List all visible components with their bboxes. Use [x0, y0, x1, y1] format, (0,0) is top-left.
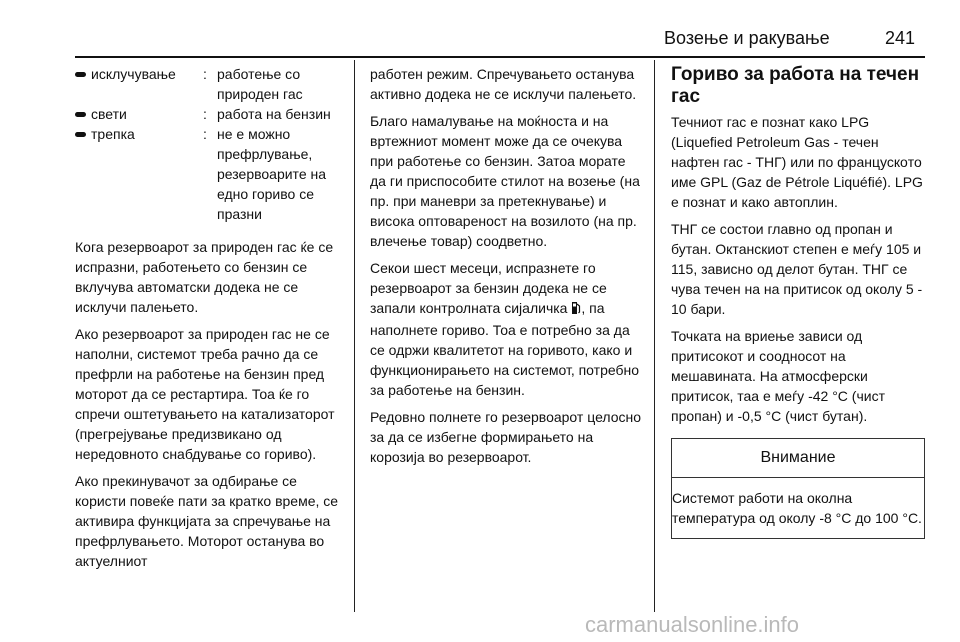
section-heading: Гориво за работа на течен гас [671, 64, 920, 107]
header-title: Возење и ракување [664, 28, 830, 48]
notice-body: Системот работи на околна температура од околу -8 °C до 100 °C. [672, 490, 922, 526]
column-divider-1 [354, 60, 355, 612]
list-definition: работа на бензин [217, 106, 331, 122]
column-2 [370, 64, 642, 474]
paragraph: Ако прекинувачот за одбирање се користи повеќе пати за кратко време, се активира функцијата за спречување на префрлувањето. Моторот останува во актуелниот [75, 473, 339, 569]
paragraph: Редовно полнете го резервоарот целосно за да се избегне формирањето на корозија во резервоарот. [370, 409, 642, 465]
paragraph-text: Секои шест месеци, испразнете го резервоарот за бензин додека не се запали контролната сијаличка [370, 260, 607, 316]
paragraph: Точката на вриење зависи од притисокот и соодносот на мешавината. На атмосферски притисок, таа е меѓу -42 °C (чист пропан) и -0,5 °C (чист бутан). [671, 328, 885, 424]
indicator-state-list [75, 64, 345, 224]
list-colon: : [203, 126, 207, 142]
paragraph: работен режим. Спречувањето останува активно додека не се исклучи палењето. [370, 66, 637, 102]
bullet-icon [75, 72, 86, 77]
paragraph: Ако резервоарот за природен гас не се наполни, системот треба рачно да се префрли на работење на бензин пред моторот да се рестартира. Тоа ќе го спречи оштетувањето на катализаторот (прегрејување предизвикано од нередовното снабдување со гориво). [75, 326, 335, 462]
list-definition: не е можно префрлување, резервоарите на едно гориво се празни [217, 126, 327, 222]
column-1 [75, 64, 345, 578]
list-item [75, 64, 345, 104]
column-3 [671, 64, 927, 539]
header-rule [75, 56, 925, 58]
paragraph [370, 258, 642, 400]
paragraph: ТНГ се состои главно од пропан и бутан. Октанскиот степен е меѓу 105 и 115, зависно од делот бутан. ТНГ се чува течен на на притисок од околу 5 - 10 бари. [671, 221, 923, 317]
column-divider-2 [654, 60, 655, 612]
paragraph: Кога резервоарот за природен гас ќе се испразни, работењето со бензин се вклучува автоматски додека не се исклучи палењето. [75, 239, 334, 315]
paragraph-text: , па наполнете гориво. Тоа е потребно за да се одржи квалитетот на горивото, како и функционирањето на системот, потребно за работење на бензин. [370, 300, 640, 398]
paragraph: Течниот гас е познат како LPG (Liquefied Petroleum Gas - течен нафтен гас - ТНГ) или по францускoто име GPL (Gaz de Pétrole Liquéfié). LPG е познат и како автоплин. [671, 114, 923, 210]
fuel-pump-icon [571, 300, 581, 320]
list-term: исклучување [91, 66, 176, 82]
list-term: трепка [91, 126, 135, 142]
list-definition: работење со природен гас [217, 66, 303, 102]
paragraph: Благо намалување на моќноста и на вртежниот момент може да се очекува при работење со бензин. Затоа морате да ги приспособите стилот на возење (на пр. при маневри за претекнување) и висока оптовареност на возилото (на пр. влечење товар) соодветно. [370, 113, 640, 249]
list-term: свети [91, 106, 127, 122]
notice-box [671, 438, 925, 539]
list-colon: : [203, 106, 207, 122]
bullet-icon [75, 112, 86, 117]
page-header [0, 0, 960, 58]
watermark: carmanualsonline.info [585, 612, 800, 637]
list-colon: : [203, 66, 207, 82]
bullet-icon [75, 132, 86, 137]
list-item [75, 104, 345, 124]
notice-title: Внимание [672, 439, 924, 478]
list-item [75, 124, 345, 224]
page-number: 241 [885, 28, 916, 48]
